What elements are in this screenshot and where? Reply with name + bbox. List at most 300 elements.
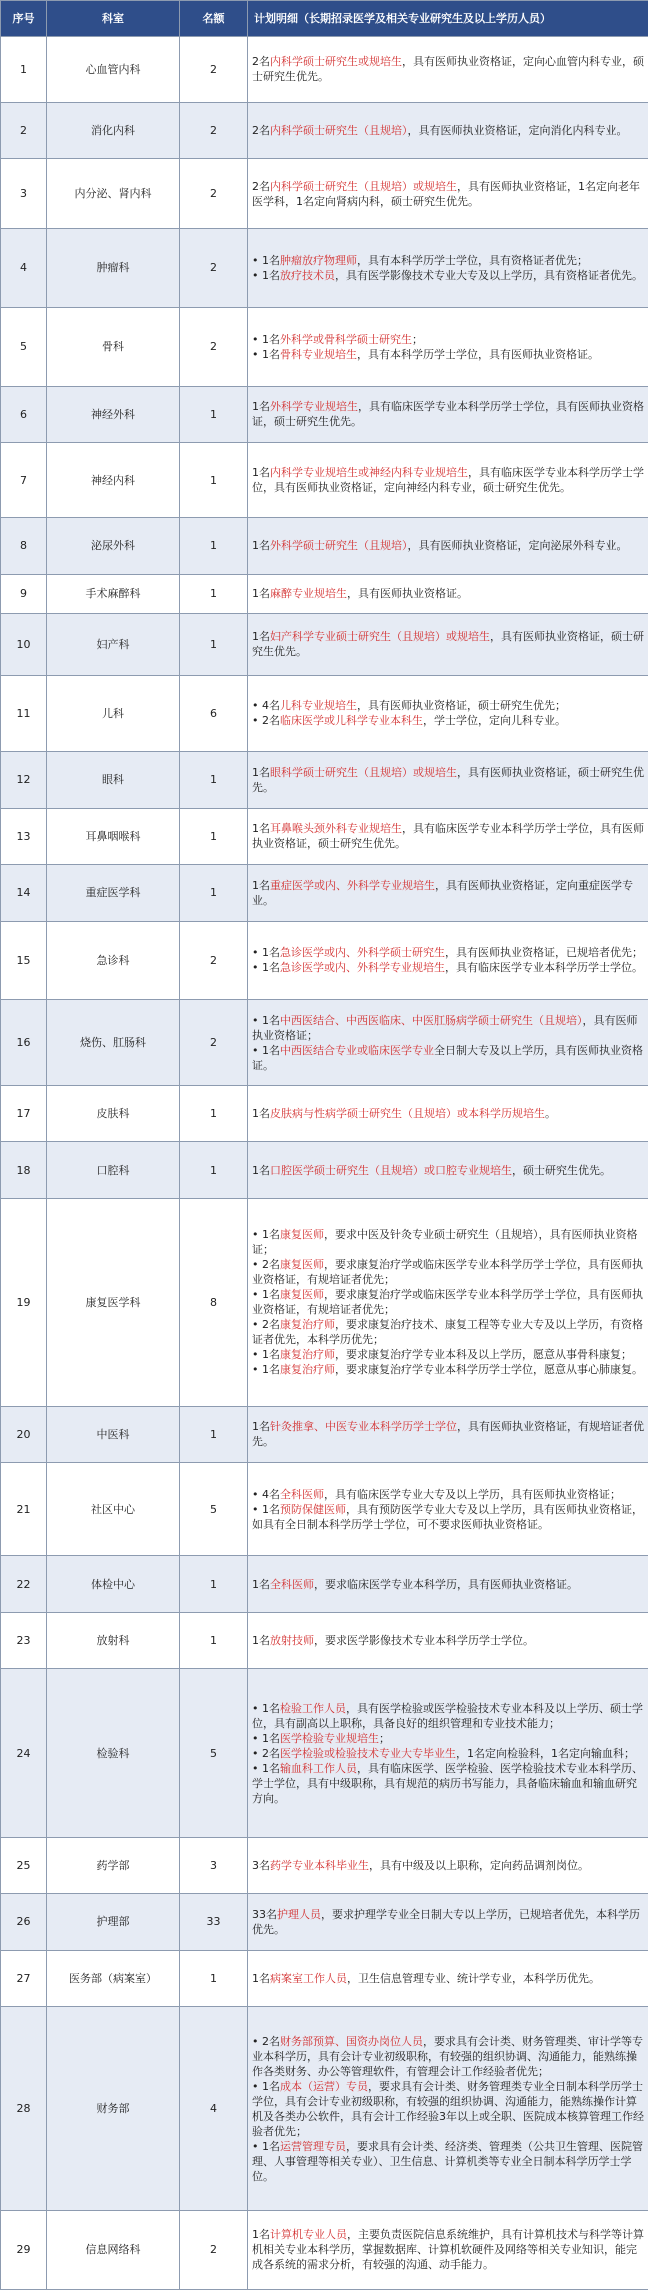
plan-detail <box>248 1142 648 1199</box>
quota-count: 3 <box>180 1837 248 1894</box>
department-name: 信息网络科 <box>47 2210 180 2289</box>
plan-text: 2名 <box>262 1318 280 1332</box>
table-row <box>1 1612 648 1669</box>
plan-item <box>252 1701 644 1731</box>
table-row <box>1 102 648 159</box>
plan-detail <box>248 1669 648 1837</box>
table-row <box>1 159 648 229</box>
highlighted-requirement: 口腔医学硕士研究生（且规培）或口腔专业规培生 <box>270 1163 512 1177</box>
table-row <box>1 1950 648 2007</box>
highlighted-requirement: 计算机专业人员 <box>270 2228 347 2242</box>
plan-item <box>252 960 644 975</box>
department-name: 儿科 <box>47 675 180 751</box>
plan-detail <box>248 443 648 518</box>
table-row <box>1 574 648 613</box>
quota-count: 6 <box>180 675 248 751</box>
plan-text: ，硕士研究生优先。 <box>512 1163 611 1177</box>
plan-text: 1名 <box>262 1731 280 1745</box>
plan-detail <box>248 1198 648 1406</box>
plan-text: 1名 <box>252 1420 270 1434</box>
plan-text: 2名 <box>262 1258 280 1272</box>
plan-detail <box>248 307 648 386</box>
plan-text: ，要求具有会计类、财务管理类、审计学等专业本科学历，具有会计专业初级职称，有较强的组织协调、沟通能力，能熟练操作各类财务、办公等管理软件，有管理会计工作经验者优先； <box>252 2034 643 2078</box>
plan-item <box>252 1317 644 1347</box>
plan-text: ； <box>379 1731 390 1745</box>
department-name: 内分泌、肾内科 <box>47 159 180 229</box>
plan-item <box>252 538 644 553</box>
highlighted-requirement: 外科学或骨科学硕士研究生 <box>280 332 412 346</box>
quota-count: 2 <box>180 2210 248 2289</box>
plan-item <box>252 1633 644 1648</box>
plan-item <box>252 1106 644 1121</box>
department-name: 财务部 <box>47 2007 180 2211</box>
highlighted-requirement: 医学检验专业规培生 <box>280 1731 379 1745</box>
plan-item <box>252 586 644 601</box>
plan-item <box>252 713 644 728</box>
quota-count: 1 <box>180 1556 248 1613</box>
plan-detail <box>248 1950 648 2007</box>
row-number: 1 <box>1 37 47 103</box>
plan-text: ，1名定向检验科，1名定向输血科； <box>456 1746 635 1760</box>
plan-item <box>252 123 644 138</box>
quota-count: 33 <box>180 1894 248 1951</box>
plan-item <box>252 1013 644 1043</box>
plan-item <box>252 1419 644 1449</box>
department-name: 皮肤科 <box>47 1085 180 1142</box>
plan-text: ，具有医师执业资格证，硕士研究生优先。 <box>252 630 644 659</box>
plan-item <box>252 1907 644 1937</box>
plan-item <box>252 1043 644 1073</box>
highlighted-requirement: 放射技师 <box>270 1634 314 1648</box>
plan-item <box>252 1858 644 1873</box>
highlighted-requirement: 康复治疗师 <box>280 1348 335 1362</box>
row-number: 12 <box>1 751 47 808</box>
quota-count: 1 <box>180 751 248 808</box>
department-name: 重症医学科 <box>47 865 180 922</box>
plan-text: ，具有医师执业资格证，已规培者优先； <box>445 946 643 960</box>
highlighted-requirement: 护理人员 <box>277 1907 321 1921</box>
plan-item <box>252 1731 644 1746</box>
plan-text: 2名 <box>252 179 270 193</box>
highlighted-requirement: 康复治疗师 <box>280 1363 335 1377</box>
plan-detail <box>248 1612 648 1669</box>
plan-item <box>252 465 644 495</box>
plan-text: 1名 <box>252 822 270 836</box>
plan-text: 2名 <box>262 1746 280 1760</box>
highlighted-requirement: 急诊医学或内、外科学硕士研究生 <box>280 946 445 960</box>
highlighted-requirement: 检验工作人员 <box>280 1701 346 1715</box>
quota-count: 1 <box>180 443 248 518</box>
plan-text: 2名 <box>262 2034 280 2048</box>
plan-text: ，具有临床医学专业本科学历学士学位。 <box>445 961 643 975</box>
plan-item <box>252 2034 644 2079</box>
department-name: 耳鼻咽喉科 <box>47 808 180 865</box>
highlighted-requirement: 外科学硕士研究生（且规培） <box>270 539 408 553</box>
plan-text: ，具有预防医学专业大专及以上学历，具有医师执业资格证，如具有全日制本科学历学士学位，可不要求医师执业资格证。 <box>252 1502 643 1531</box>
row-number: 8 <box>1 518 47 575</box>
plan-detail <box>248 1837 648 1894</box>
quota-count: 2 <box>180 37 248 103</box>
plan-item <box>252 765 644 795</box>
plan-text: 1名 <box>262 1761 280 1775</box>
plan-detail <box>248 1463 648 1556</box>
department-name: 康复医学科 <box>47 1198 180 1406</box>
plan-text: ，主要负责医院信息系统维护，具有计算机技术与科学等计算机相关专业本科学历，掌握数据库、计算机软硬件及网络等相关专业知识，能完成各系统的需求分析，有较强的沟通、动手能力。 <box>252 2228 644 2272</box>
plan-detail <box>248 159 648 229</box>
plan-item <box>252 1257 644 1287</box>
table-row <box>1 1894 648 1951</box>
highlighted-requirement: 中西医结合专业或临床医学专业 <box>280 1043 434 1057</box>
quota-count: 1 <box>180 613 248 675</box>
plan-text: 1名 <box>252 1107 270 1121</box>
plan-text: 1名 <box>262 961 280 975</box>
header-plan-detail: 计划明细（长期招录医学及相关专业研究生及以上学历人员） <box>248 1 648 37</box>
department-name: 泌尿外科 <box>47 518 180 575</box>
plan-text: 1名 <box>262 1013 280 1027</box>
department-name: 骨科 <box>47 307 180 386</box>
plan-item <box>252 179 644 209</box>
highlighted-requirement: 病案室工作人员 <box>270 1971 347 1985</box>
plan-text: ，要求中医及针灸专业硕士研究生（且规培），具有医师执业资格证； <box>252 1228 638 1257</box>
plan-text: ，具有医师执业资格证，硕士研究生优先。 <box>252 765 644 794</box>
plan-item <box>252 1746 644 1761</box>
highlighted-requirement: 内科学硕士研究生（且规培） <box>270 123 408 137</box>
plan-item <box>252 1362 644 1377</box>
plan-text: ，要求具有会计类、经济类、管理类（公共卫生管理、医院管理、人事管理等相关专业）、卫生信息、计算机类等专业全日制本科学历学士学位。 <box>252 2139 643 2183</box>
row-number: 27 <box>1 1950 47 2007</box>
department-name: 手术麻醉科 <box>47 574 180 613</box>
highlighted-requirement: 康复医师 <box>280 1228 324 1242</box>
header-department: 科室 <box>47 1 180 37</box>
plan-text: ，具有医学检验或医学检验技术专业本科及以上学历、硕士学位，具有副高以上职称，具备良好的组织管理和专业技术能力； <box>252 1701 643 1730</box>
highlighted-requirement: 妇产科学专业硕士研究生（且规培）或规培生 <box>270 630 490 644</box>
table-row <box>1 808 648 865</box>
plan-text: ，要求临床医学专业本科学历，具有医师执业资格证。 <box>314 1577 578 1591</box>
table-row <box>1 1198 648 1406</box>
plan-text: 1名 <box>262 1043 280 1057</box>
department-name: 妇产科 <box>47 613 180 675</box>
plan-text: ，具有医师执业资格证。 <box>347 587 468 601</box>
table-row <box>1 1085 648 1142</box>
plan-text: ，具有中级及以上职称，定向药品调剂岗位。 <box>369 1858 589 1872</box>
highlighted-requirement: 输血科工作人员 <box>280 1761 357 1775</box>
table-row <box>1 1463 648 1556</box>
plan-text: 1名 <box>252 1634 270 1648</box>
plan-text: 1名 <box>252 630 270 644</box>
plan-text: 33名 <box>252 1907 277 1921</box>
plan-text: 1名 <box>252 1577 270 1591</box>
row-number: 14 <box>1 865 47 922</box>
plan-text: 2名 <box>262 714 280 728</box>
plan-item <box>252 2227 644 2272</box>
table-row <box>1 921 648 1000</box>
highlighted-requirement: 财务部预算、国资办岗位人员 <box>280 2034 423 2048</box>
plan-text: 1名 <box>262 1228 280 1242</box>
quota-count: 1 <box>180 386 248 443</box>
plan-detail <box>248 751 648 808</box>
quota-count: 1 <box>180 1406 248 1463</box>
plan-text: ，具有本科学历学士学位，具有医师执业资格证。 <box>357 347 599 361</box>
table-row <box>1 2210 648 2289</box>
row-number: 19 <box>1 1198 47 1406</box>
row-number: 22 <box>1 1556 47 1613</box>
plan-item <box>252 1163 644 1178</box>
department-name: 神经内科 <box>47 443 180 518</box>
plan-text: ，具有医师执业资格证，定向消化内科专业。 <box>407 123 628 137</box>
plan-text: 1名 <box>262 268 280 282</box>
quota-count: 5 <box>180 1463 248 1556</box>
row-number: 4 <box>1 228 47 307</box>
plan-text: 1名 <box>262 2079 280 2093</box>
plan-item <box>252 629 644 659</box>
plan-detail <box>248 1894 648 1951</box>
plan-text: ，要求医学影像技术专业本科学历学士学位。 <box>314 1634 534 1648</box>
plan-text: 1名 <box>262 253 280 267</box>
header-no: 序号 <box>1 1 47 37</box>
plan-detail <box>248 613 648 675</box>
quota-count: 4 <box>180 2007 248 2211</box>
plan-text: ，要求康复治疗学或临床医学专业本科学历学士学位，具有医师执业资格证，有规培证者优先； <box>252 1288 643 1317</box>
table-row <box>1 228 648 307</box>
quota-count: 1 <box>180 1950 248 2007</box>
row-number: 11 <box>1 675 47 751</box>
table-row <box>1 518 648 575</box>
highlighted-requirement: 预防保健医师 <box>280 1502 346 1516</box>
plan-text: 1名 <box>262 2139 280 2153</box>
plan-item <box>252 1761 644 1806</box>
plan-item <box>252 1502 644 1532</box>
department-name: 护理部 <box>47 1894 180 1951</box>
plan-text: ，具有医师执业资格证，定向重症医学专业。 <box>252 878 633 907</box>
row-number: 5 <box>1 307 47 386</box>
plan-detail <box>248 808 648 865</box>
plan-text: 1名 <box>252 400 270 414</box>
quota-count: 2 <box>180 159 248 229</box>
department-name: 放射科 <box>47 1612 180 1669</box>
row-number: 18 <box>1 1142 47 1199</box>
department-name: 口腔科 <box>47 1142 180 1199</box>
quota-count: 1 <box>180 865 248 922</box>
row-number: 10 <box>1 613 47 675</box>
plan-text: 。 <box>545 1107 556 1121</box>
plan-item <box>252 821 644 851</box>
highlighted-requirement: 康复医师 <box>280 1258 324 1272</box>
plan-text: ，具有医师执业资格证； <box>252 1013 638 1042</box>
plan-text: 1名 <box>262 1363 280 1377</box>
plan-text: ，具有医师执业资格证，1名定向老年医学科，1名定向肾病内科，硕士研究生优先。 <box>252 179 640 208</box>
table-row <box>1 1000 648 1085</box>
quota-count: 1 <box>180 808 248 865</box>
table-body <box>1 37 648 2290</box>
plan-text: ，具有医师执业资格证，有规培证者优先。 <box>252 1420 644 1449</box>
quota-count: 1 <box>180 1612 248 1669</box>
row-number: 7 <box>1 443 47 518</box>
plan-text: ，具有临床医学专业本科学历学士学位，具有医师执业资格证，硕士研究生优先。 <box>252 822 644 851</box>
table-row <box>1 751 648 808</box>
department-name: 检验科 <box>47 1669 180 1837</box>
plan-item <box>252 347 644 362</box>
plan-text: ，要求康复治疗学或临床医学专业本科学历学士学位，具有医师执业资格证，有规培证者优先； <box>252 1258 643 1287</box>
plan-text: 1名 <box>252 878 270 892</box>
plan-text: ，具有本科学历学士学位，具有资格证者优先； <box>357 253 588 267</box>
department-name: 肿瘤科 <box>47 228 180 307</box>
plan-item <box>252 1347 644 1362</box>
plan-text: ，要求护理学专业全日制大专以上学历，已规培者优先，本科学历优先。 <box>252 1907 640 1936</box>
plan-item <box>252 1287 644 1317</box>
plan-text: 1名 <box>252 765 270 779</box>
header-quota: 名额 <box>180 1 248 37</box>
plan-text: ，具有临床医学、医学检验、医学检验技术专业本科学历、学士学位，具有中级职称，具有规范的病历书写能力，具备临床输血和输血研究方向。 <box>252 1761 643 1805</box>
plan-item <box>252 1487 644 1502</box>
table-row <box>1 2007 648 2211</box>
plan-detail <box>248 386 648 443</box>
department-name: 医务部（病案室） <box>47 1950 180 2007</box>
table-row <box>1 1669 648 1837</box>
quota-count: 1 <box>180 1142 248 1199</box>
highlighted-requirement: 全科医师 <box>270 1577 314 1591</box>
quota-count: 1 <box>180 518 248 575</box>
row-number: 24 <box>1 1669 47 1837</box>
highlighted-requirement: 骨科专业规培生 <box>280 347 357 361</box>
plan-detail <box>248 518 648 575</box>
plan-text: ，要求具有会计类、财务管理类专业全日制本科学历学士学位，具有会计专业初级职称，有较强的组织协调、沟通能力，能熟练操作计算机及各类办公软件，具有会计工作经验3年以上或全职、医院成本核算管理工作经验者优先； <box>252 2079 644 2138</box>
plan-detail <box>248 37 648 103</box>
plan-text: ，具有医学影像技术专业大专及以上学历，具有资格证者优先。 <box>335 268 643 282</box>
highlighted-requirement: 针灸推拿、中医专业本科学历学士学位 <box>270 1420 457 1434</box>
table-row <box>1 1142 648 1199</box>
plan-text: 2名 <box>252 123 270 137</box>
row-number: 2 <box>1 102 47 159</box>
department-name: 神经外科 <box>47 386 180 443</box>
plan-detail <box>248 1556 648 1613</box>
highlighted-requirement: 放疗技术员 <box>280 268 335 282</box>
plan-text: 4名 <box>262 699 280 713</box>
plan-item <box>252 878 644 908</box>
highlighted-requirement: 康复医师 <box>280 1288 324 1302</box>
plan-text: 1名 <box>262 347 280 361</box>
plan-item <box>252 332 644 347</box>
plan-text: 1名 <box>252 466 270 480</box>
row-number: 29 <box>1 2210 47 2289</box>
plan-text: ，要求康复治疗学专业本科学历学士学位，愿意从事心肺康复。 <box>335 1363 643 1377</box>
quota-count: 1 <box>180 574 248 613</box>
highlighted-requirement: 急诊医学或内、外科学专业规培生 <box>280 961 445 975</box>
plan-text: ，具有医师执业资格证，定向泌尿外科专业。 <box>407 539 628 553</box>
highlighted-requirement: 内科学硕士研究生或规培生 <box>270 55 402 69</box>
table-row <box>1 1406 648 1463</box>
highlighted-requirement: 康复治疗师 <box>280 1318 335 1332</box>
row-number: 25 <box>1 1837 47 1894</box>
plan-text: ，学士学位，定向儿科专业。 <box>423 714 566 728</box>
table-row <box>1 675 648 751</box>
plan-detail <box>248 574 648 613</box>
plan-item <box>252 2139 644 2184</box>
plan-item <box>252 2079 644 2139</box>
row-number: 9 <box>1 574 47 613</box>
highlighted-requirement: 药学专业本科毕业生 <box>270 1858 369 1872</box>
quota-count: 5 <box>180 1669 248 1837</box>
row-number: 23 <box>1 1612 47 1669</box>
plan-text: ，具有医师执业资格证，硕士研究生优先； <box>357 699 566 713</box>
table-row <box>1 386 648 443</box>
row-number: 6 <box>1 386 47 443</box>
highlighted-requirement: 临床医学或儿科学专业本科生 <box>280 714 423 728</box>
highlighted-requirement: 医学检验或检验技术专业大专毕业生 <box>280 1746 456 1760</box>
plan-text: 1名 <box>252 2228 270 2242</box>
highlighted-requirement: 眼科学硕士研究生（且规培）或规培生 <box>270 765 457 779</box>
plan-text: 3名 <box>252 1858 270 1872</box>
plan-text: 1名 <box>252 539 270 553</box>
row-number: 21 <box>1 1463 47 1556</box>
plan-item <box>252 268 644 283</box>
quota-count: 2 <box>180 1000 248 1085</box>
department-name: 药学部 <box>47 1837 180 1894</box>
plan-text: 1名 <box>252 1971 270 1985</box>
highlighted-requirement: 皮肤病与性病学硕士研究生（且规培）或本科学历规培生 <box>270 1107 545 1121</box>
quota-count: 1 <box>180 1085 248 1142</box>
quota-count: 2 <box>180 307 248 386</box>
plan-text: 4名 <box>262 1487 280 1501</box>
plan-text: ，具有临床医学专业本科学历学士学位，具有医师执业资格证，硕士研究生优先。 <box>252 400 644 429</box>
plan-item <box>252 399 644 429</box>
plan-item <box>252 1577 644 1592</box>
department-name: 消化内科 <box>47 102 180 159</box>
table-row <box>1 307 648 386</box>
table-row <box>1 37 648 103</box>
row-number: 3 <box>1 159 47 229</box>
plan-detail <box>248 228 648 307</box>
plan-text: 1名 <box>262 1348 280 1362</box>
row-number: 26 <box>1 1894 47 1951</box>
row-number: 20 <box>1 1406 47 1463</box>
plan-text: 1名 <box>252 587 270 601</box>
plan-item <box>252 698 644 713</box>
department-name: 烧伤、肛肠科 <box>47 1000 180 1085</box>
highlighted-requirement: 运营管理专员 <box>280 2139 346 2153</box>
plan-text: 1名 <box>262 1288 280 1302</box>
plan-item <box>252 1227 644 1257</box>
plan-detail <box>248 921 648 1000</box>
quota-count: 2 <box>180 102 248 159</box>
department-name: 社区中心 <box>47 1463 180 1556</box>
plan-item <box>252 54 644 84</box>
department-name: 体检中心 <box>47 1556 180 1613</box>
highlighted-requirement: 成本（运营）专员 <box>280 2079 368 2093</box>
department-name: 眼科 <box>47 751 180 808</box>
quota-count: 8 <box>180 1198 248 1406</box>
plan-item <box>252 945 644 960</box>
plan-detail <box>248 1406 648 1463</box>
table-row <box>1 613 648 675</box>
table-row <box>1 443 648 518</box>
plan-detail <box>248 2210 648 2289</box>
plan-text: 1名 <box>262 946 280 960</box>
highlighted-requirement: 麻醉专业规培生 <box>270 587 347 601</box>
department-name: 中医科 <box>47 1406 180 1463</box>
highlighted-requirement: 中西医结合、中西医临床、中医肛肠病学硕士研究生（且规培） <box>280 1013 583 1027</box>
department-name: 心血管内科 <box>47 37 180 103</box>
table-row <box>1 1556 648 1613</box>
plan-text: ，具有临床医学专业本科学历学士学位，具有医师执业资格证，定向神经内科专业，硕士研究生优先。 <box>252 466 644 495</box>
plan-detail <box>248 1000 648 1085</box>
plan-text: ，要求康复治疗学专业本科及以上学历，愿意从事骨科康复； <box>335 1348 632 1362</box>
plan-text: ，卫生信息管理专业、统计学专业，本科学历优先。 <box>347 1971 600 1985</box>
plan-text: 1名 <box>262 1701 280 1715</box>
plan-detail <box>248 675 648 751</box>
plan-detail <box>248 865 648 922</box>
highlighted-requirement: 外科学专业规培生 <box>270 400 358 414</box>
quota-count: 2 <box>180 228 248 307</box>
